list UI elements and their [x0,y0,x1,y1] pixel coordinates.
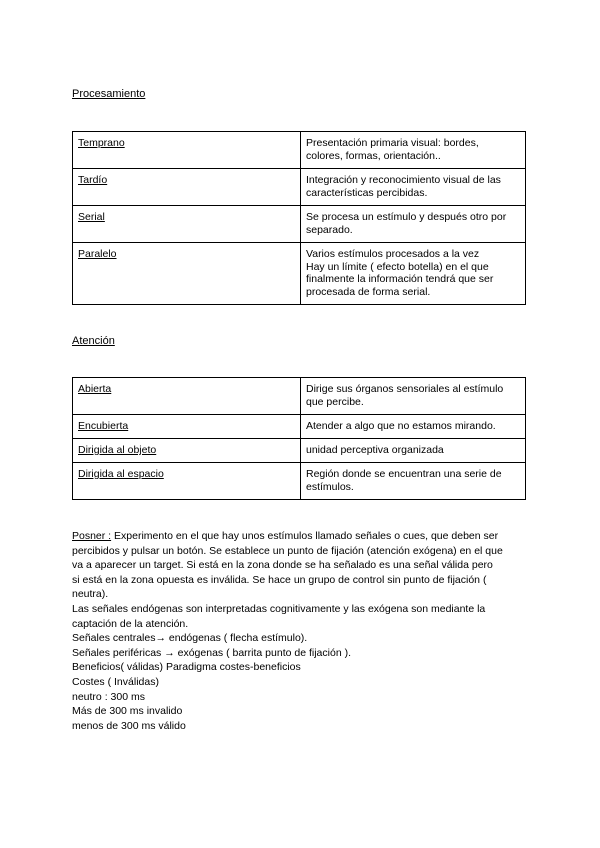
paragraph-line: va a aparecer un target. Si está en la zona donde se ha señalado es una señal válida pero [72,559,493,572]
table-row [73,132,526,169]
term-cell: Temprano [73,132,301,169]
paragraph-line: si está en la zona opuesta es inválida. Se hace un grupo de control sin punto de fijación ( [72,573,487,586]
heading-atencion: Atención [72,335,115,347]
term-cell: Encubierta [73,415,301,439]
posner-label: Posner : [72,530,112,542]
description-cell: Atender a algo que no estamos mirando. [301,415,526,439]
paragraph-line: menos de 300 ms válido [72,719,186,732]
paragraph-line: Beneficios( válidas) Paradigma costes-beneficios [72,661,301,674]
term-cell: Dirigida al objeto [73,439,301,463]
table-row [73,243,526,305]
description-cell: unidad perceptiva organizada [301,439,526,463]
paragraph-line: Más de 300 ms invalido [72,705,183,718]
term-cell: Abierta [73,378,301,415]
posner-paragraph [72,529,530,733]
atencion-table [72,377,526,500]
heading-procesamiento: Procesamiento [72,88,146,100]
paragraph-line: Señales centrales→ endógenas ( flecha estímulo). [72,632,308,645]
paragraph-line [72,529,530,544]
paragraph-line: Las señales endógenas son interpretadas cognitivamente y las exógena son mediante la [72,602,486,615]
table-row [73,206,526,243]
paragraph-line: neutra). [72,588,109,601]
description-cell: Región donde se encuentran una serie de estímulos. [301,463,526,500]
term-cell: Paralelo [73,243,301,305]
description-cell: Integración y reconocimiento visual de las características percibidas. [301,169,526,206]
paragraph-line: neutro : 300 ms [72,690,145,703]
description-cell: Se procesa un estímulo y después otro por separado. [301,206,526,243]
paragraph-line: Costes ( Inválidas) [72,675,159,688]
paragraph-line: captación de la atención. [72,617,189,630]
table-row [73,439,526,463]
term-cell: Tardío [73,169,301,206]
paragraph-text: Experimento en el que hay unos estímulos llamado señales o cues, que deben ser [111,530,499,542]
description-cell: Presentación primaria visual: bordes, colores, formas, orientación.. [301,132,526,169]
paragraph-line: percibidos y pulsar un botón. Se establece un punto de fijación (atención exógena) en el que [72,544,503,557]
term-cell: Serial [73,206,301,243]
procesamiento-table [72,131,526,305]
description-cell: Varios estímulos procesados a la vez Hay un límite ( efecto botella) en el que finalmente la información tendrá que ser procesada de forma serial. [301,243,526,305]
table-row [73,378,526,415]
paragraph-line: Señales periféricas → exógenas ( barrita punto de fijación ). [72,646,351,659]
term-cell: Dirigida al espacio [73,463,301,500]
table-row [73,463,526,500]
table-row [73,415,526,439]
table-row [73,169,526,206]
description-cell: Dirige sus órganos sensoriales al estímulo que percibe. [301,378,526,415]
